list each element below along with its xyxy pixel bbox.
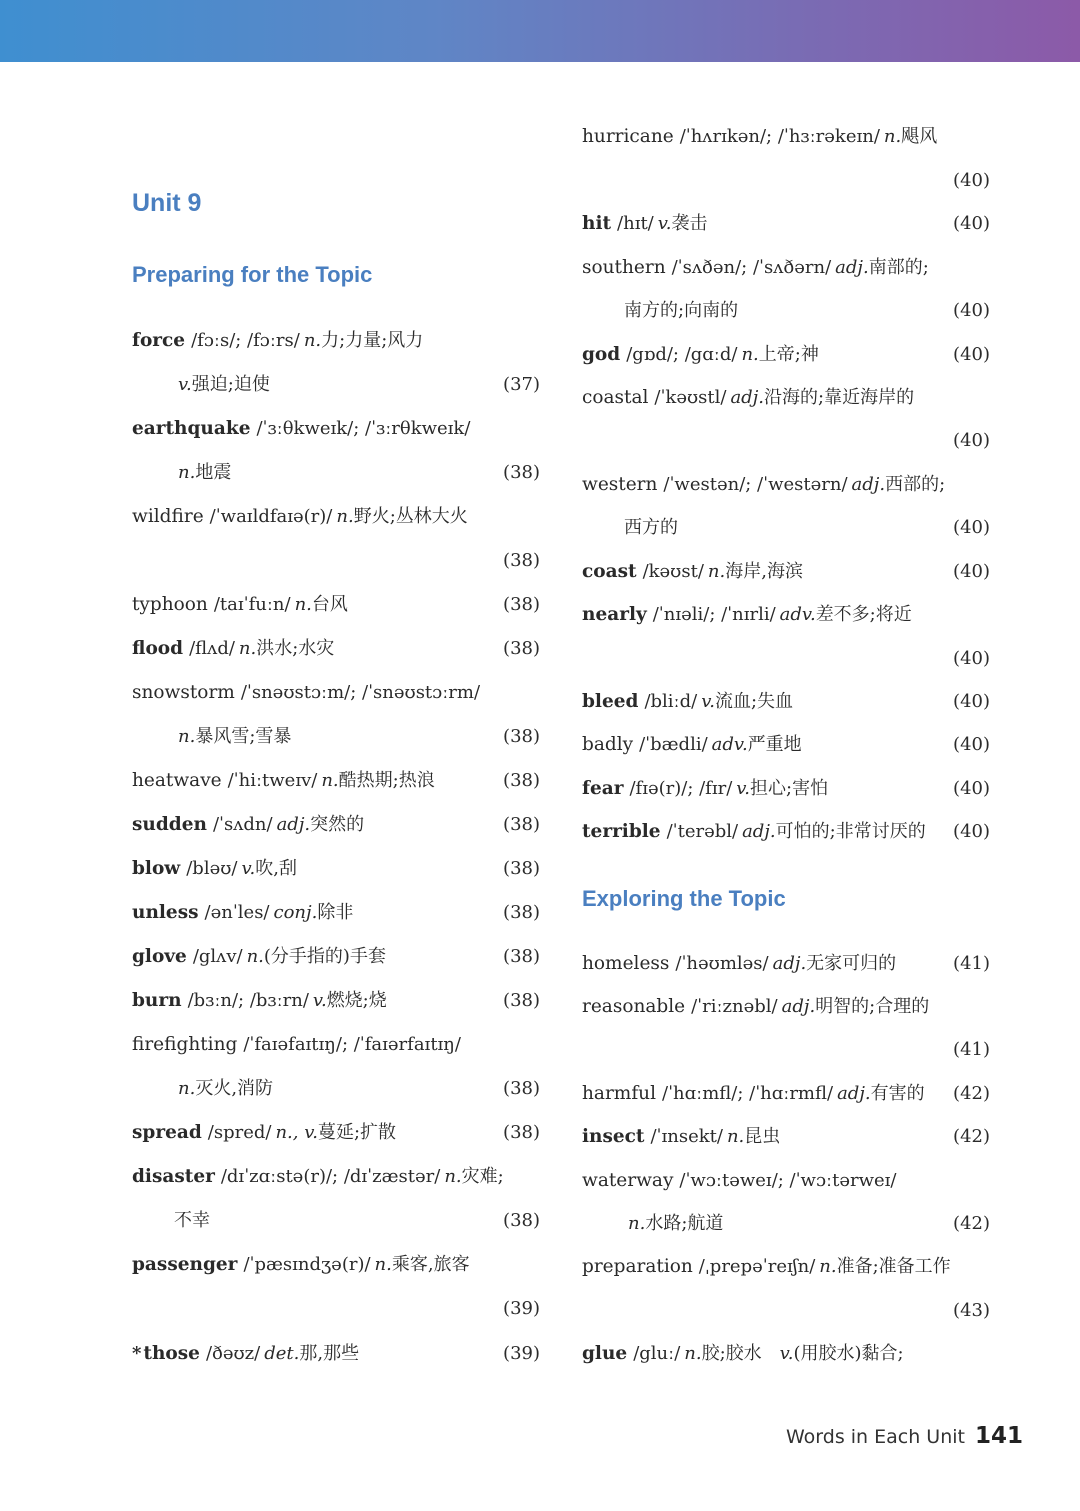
- entry-continuation: [132, 1206, 540, 1236]
- phonetic: /fɔːs/; /fɔːrs/: [191, 330, 300, 351]
- headword: badly: [582, 734, 634, 755]
- part-of-speech: v.: [779, 1343, 794, 1364]
- definition: 严重地: [747, 734, 802, 755]
- page-ref: (40): [953, 734, 990, 755]
- page-ref: (40): [953, 213, 990, 234]
- definition: 灭火,消防: [195, 1078, 274, 1099]
- word-entry: [582, 1122, 990, 1152]
- phonetic: /ˈpæsɪndʒə(r)/: [243, 1254, 371, 1275]
- part-of-speech: n.: [321, 770, 339, 791]
- page-ref: (40): [953, 430, 990, 451]
- definition: 昆虫: [744, 1126, 781, 1147]
- part-of-speech: adj.: [835, 257, 869, 278]
- page-ref: (42): [953, 1213, 990, 1234]
- phonetic: /gɒd/; /gɑːd/: [626, 344, 738, 365]
- word-entry: [132, 766, 540, 796]
- headword: glove: [132, 946, 187, 967]
- definition: 吹,刮: [255, 858, 297, 879]
- part-of-speech: n.: [883, 126, 902, 147]
- part-of-speech: n.: [178, 726, 196, 747]
- definition: 胶;胶水: [701, 1343, 762, 1364]
- page-ref: (38): [503, 1210, 540, 1231]
- headword: reasonable: [582, 996, 686, 1017]
- entry-continuation: [132, 1294, 540, 1324]
- word-entry: [582, 817, 990, 847]
- part-of-speech: n.: [374, 1254, 392, 1275]
- headword: preparation: [582, 1256, 693, 1277]
- word-entry: [132, 414, 540, 444]
- word-entry: [132, 1339, 540, 1369]
- page-ref: (40): [953, 821, 990, 842]
- entry-continuation: [132, 370, 540, 400]
- phonetic: /spred/: [207, 1122, 272, 1143]
- definition: 燃烧;烧: [326, 990, 387, 1011]
- word-entry: [132, 326, 540, 356]
- page-footer: [786, 1423, 1023, 1449]
- word-entry: [582, 340, 990, 370]
- definition: 野火;丛林大火: [353, 506, 468, 527]
- word-entry: [132, 502, 540, 532]
- headword: homeless: [582, 953, 670, 974]
- page-ref: (41): [953, 953, 990, 974]
- definition: 那,那些: [299, 1343, 360, 1364]
- phonetic: /ˌprepəˈreɪʃn/: [698, 1256, 816, 1277]
- asterisk-mark: *: [132, 1343, 142, 1364]
- definition: 地震: [195, 462, 232, 483]
- phonetic: /kəʊst/: [642, 561, 704, 582]
- word-entry: [582, 687, 990, 717]
- part-of-speech: n.: [178, 462, 196, 483]
- headword: burn: [132, 990, 182, 1011]
- phonetic: /dɪˈzɑːstə(r)/; /dɪˈzæstər/: [220, 1166, 441, 1187]
- definition: 灾难;: [461, 1166, 504, 1187]
- page-ref: (42): [953, 1083, 990, 1104]
- footer-label: Words in Each Unit: [786, 1426, 965, 1448]
- page-ref: (38): [503, 946, 540, 967]
- definition: 沿海的;靠近海岸的: [764, 387, 915, 408]
- phonetic: /ˈhiːtweɪv/: [227, 770, 318, 791]
- entry-continuation: [132, 1074, 540, 1104]
- word-entry: [132, 590, 540, 620]
- part-of-speech: n.: [684, 1343, 702, 1364]
- headword: waterway: [582, 1170, 674, 1191]
- part-of-speech: n.: [444, 1166, 462, 1187]
- page-ref: (40): [953, 648, 990, 669]
- headword: sudden: [132, 814, 207, 835]
- part-of-speech: adj.: [276, 814, 311, 835]
- section-title-exploring: Exploring the Topic: [582, 886, 786, 911]
- part-of-speech: adv.: [711, 734, 748, 755]
- phonetic: /ˈterəbl/: [666, 821, 739, 842]
- part-of-speech: n.: [246, 946, 264, 967]
- word-entry: [132, 1162, 540, 1192]
- part-of-speech: n.: [238, 638, 257, 659]
- phonetic: /gluː/: [633, 1343, 681, 1364]
- page-ref: (39): [503, 1298, 540, 1319]
- word-entry: [582, 730, 990, 760]
- definition: 担心;害怕: [750, 778, 829, 799]
- definition: 上帝;神: [758, 344, 819, 365]
- definition: 蔓延;扩散: [317, 1122, 397, 1143]
- word-entry: [132, 898, 540, 928]
- headword: hurricane: [582, 126, 674, 147]
- page-ref: (40): [953, 778, 990, 799]
- definition: 除非: [317, 902, 354, 923]
- definition: 洪水;水灾: [256, 638, 335, 659]
- page-ref: (38): [503, 990, 540, 1011]
- definition: (用胶水)黏合;: [793, 1343, 904, 1364]
- word-entry: [582, 949, 990, 979]
- header-band: [0, 0, 1080, 62]
- entry-continuation: [582, 1035, 990, 1065]
- word-entry: [582, 470, 990, 500]
- phonetic: /ˈsʌðən/; /ˈsʌðərn/: [671, 257, 832, 278]
- part-of-speech: adj.: [730, 387, 764, 408]
- definition: 突然的: [310, 814, 365, 835]
- page-ref: (38): [503, 726, 540, 747]
- part-of-speech: v.: [241, 858, 256, 879]
- part-of-speech: n.: [819, 1256, 837, 1277]
- part-of-speech: adj.: [837, 1083, 871, 1104]
- word-entry: [582, 992, 990, 1022]
- phonetic: /ˈɜːθkweɪk/; /ˈɜːrθkweɪk/: [256, 418, 471, 439]
- phonetic: /ˈhəʊmləs/: [675, 953, 769, 974]
- part-of-speech: n.: [294, 594, 312, 615]
- page-ref: (38): [503, 858, 540, 879]
- page-ref: (41): [953, 1039, 990, 1060]
- phonetic: /ˈwaɪldfaɪə(r)/: [209, 506, 333, 527]
- word-entry: [132, 678, 540, 708]
- word-entry: [132, 854, 540, 884]
- headword: southern: [582, 257, 666, 278]
- page-ref: (40): [953, 691, 990, 712]
- entry-continuation: [132, 546, 540, 576]
- page-ref: (38): [503, 638, 540, 659]
- word-entry: [582, 253, 990, 283]
- definition: 明智的;合理的: [815, 996, 930, 1017]
- phonetic: /ˈsnəʊstɔːm/; /ˈsnəʊstɔːrm/: [240, 682, 481, 703]
- page-ref: (40): [953, 170, 990, 191]
- page-ref: (40): [953, 517, 990, 538]
- phonetic: /ˈwestən/; /ˈwestərn/: [663, 474, 848, 495]
- page-ref: (38): [503, 594, 540, 615]
- definition: 流血;失血: [714, 691, 794, 712]
- headword: bleed: [582, 691, 639, 712]
- page-ref: (38): [503, 462, 540, 483]
- headword: wildfire: [132, 506, 204, 527]
- headword: harmful: [582, 1083, 657, 1104]
- phonetic: /ˈbædli/: [639, 734, 708, 755]
- part-of-speech: n.: [178, 1078, 196, 1099]
- part-of-speech: v.: [736, 778, 751, 799]
- section-title-preparing: Preparing for the Topic: [132, 262, 373, 287]
- word-entry: [582, 557, 990, 587]
- part-of-speech: adv.: [779, 604, 816, 625]
- entry-continuation: [582, 296, 990, 326]
- page-ref: (38): [503, 1078, 540, 1099]
- entry-continuation: [132, 458, 540, 488]
- part-of-speech: adj.: [742, 821, 776, 842]
- definition: 水路;航道: [645, 1213, 724, 1234]
- definition: 西部的;: [885, 474, 946, 495]
- definition: 力;力量;风力: [321, 330, 424, 351]
- phonetic: /ˈnɪəli/; /ˈnɪrli/: [652, 604, 776, 625]
- unit-title: Unit 9: [132, 189, 202, 217]
- definition: 袭击: [671, 213, 708, 234]
- word-entry: [132, 986, 540, 1016]
- entry-continuation: [582, 513, 990, 543]
- phonetic: /bləʊ/: [186, 858, 238, 879]
- word-entry: [132, 634, 540, 664]
- part-of-speech: n.: [726, 1126, 745, 1147]
- part-of-speech: v.: [312, 990, 327, 1011]
- headword: snowstorm: [132, 682, 235, 703]
- definition: 有害的: [870, 1083, 925, 1104]
- headword: coastal: [582, 387, 649, 408]
- part-of-speech: v.: [657, 213, 672, 234]
- phonetic: /bɜːn/; /bɜːrn/: [187, 990, 309, 1011]
- part-of-speech: n.: [707, 561, 726, 582]
- word-entry: [132, 1118, 540, 1148]
- page-ref: (38): [503, 770, 540, 791]
- part-of-speech: det.: [264, 1343, 300, 1364]
- definition: 差不多;将近: [815, 604, 912, 625]
- part-of-speech: adj.: [851, 474, 886, 495]
- word-entry: [132, 1030, 540, 1060]
- page-ref: (38): [503, 902, 540, 923]
- headword: disaster: [132, 1166, 215, 1187]
- page-ref: (40): [953, 300, 990, 321]
- phonetic: /ˈsʌdn/: [212, 814, 273, 835]
- page-ref: (40): [953, 344, 990, 365]
- headword: force: [132, 330, 186, 351]
- phonetic: /ðəʊz/: [205, 1343, 261, 1364]
- word-entry: [132, 942, 540, 972]
- definition: 暴风雪;雪暴: [195, 726, 292, 747]
- headword: firefighting: [132, 1034, 238, 1055]
- page-ref: (38): [503, 1122, 540, 1143]
- headword: blow: [132, 858, 181, 879]
- part-of-speech: n.: [303, 330, 322, 351]
- definition: 台风: [311, 594, 348, 615]
- word-entry: [582, 1079, 990, 1109]
- phonetic: /hɪt/: [617, 213, 654, 234]
- definition: 可怕的;非常讨厌的: [775, 821, 926, 842]
- headword: passenger: [132, 1254, 238, 1275]
- page-ref: (43): [953, 1300, 990, 1321]
- word-entry: [582, 1339, 990, 1369]
- headword: spread: [132, 1122, 202, 1143]
- part-of-speech: n., v.: [275, 1122, 318, 1143]
- page-ref: (42): [953, 1126, 990, 1147]
- part-of-speech: conj.: [273, 902, 318, 923]
- phonetic: /ˈhʌrɪkən/; /ˈhɜːrəkeɪn/: [679, 126, 880, 147]
- headword: fear: [582, 778, 624, 799]
- phonetic: /ənˈles/: [204, 902, 270, 923]
- definition: 南方的;向南的: [624, 300, 739, 321]
- word-entry: [582, 209, 990, 239]
- phonetic: /ˈkəʊstl/: [654, 387, 727, 408]
- headword: flood: [132, 638, 184, 659]
- entry-continuation: [582, 426, 990, 456]
- phonetic: /ˈwɔːtəweɪ/; /ˈwɔːtərweɪ/: [679, 1170, 897, 1191]
- phonetic: /ˈhɑːmfl/; /ˈhɑːrmfl/: [662, 1083, 834, 1104]
- page-ref: (40): [953, 561, 990, 582]
- entry-continuation: [582, 1209, 990, 1239]
- part-of-speech: n.: [628, 1213, 646, 1234]
- headword: god: [582, 344, 621, 365]
- headword: earthquake: [132, 418, 251, 439]
- page-ref: (37): [503, 374, 540, 395]
- headword: typhoon: [132, 594, 208, 615]
- headword: glue: [582, 1343, 628, 1364]
- word-entry: [582, 1166, 990, 1196]
- phonetic: /taɪˈfuːn/: [213, 594, 291, 615]
- definition: 西方的: [624, 517, 678, 538]
- part-of-speech: n.: [741, 344, 759, 365]
- headword: unless: [132, 902, 199, 923]
- entry-continuation: [582, 166, 990, 196]
- page-ref: (38): [503, 814, 540, 835]
- headword: western: [582, 474, 658, 495]
- headword: heatwave: [132, 770, 222, 791]
- definition: 酷热期;热浪: [338, 770, 435, 791]
- phonetic: /ˈfaɪəfaɪtɪŋ/; /ˈfaɪərfaɪtɪŋ/: [243, 1034, 461, 1055]
- headword: coast: [582, 561, 637, 582]
- word-entry: [132, 1250, 540, 1280]
- entry-continuation: [582, 1296, 990, 1326]
- page-ref: (38): [503, 550, 540, 571]
- entry-continuation: [582, 644, 990, 674]
- phonetic: /fɪə(r)/; /fɪr/: [629, 778, 733, 799]
- headword: nearly: [582, 604, 647, 625]
- part-of-speech: adj.: [781, 996, 816, 1017]
- phonetic: /ˈɪnsekt/: [650, 1126, 723, 1147]
- part-of-speech: v.: [701, 691, 715, 712]
- page-number: 141: [975, 1423, 1024, 1449]
- word-entry: [132, 810, 540, 840]
- word-entry: [582, 600, 990, 630]
- word-entry: [582, 383, 990, 413]
- page-ref: (39): [503, 1343, 540, 1364]
- part-of-speech: adj.: [772, 953, 807, 974]
- entry-continuation: [132, 722, 540, 752]
- phonetic: /glʌv/: [192, 946, 243, 967]
- headword: hit: [582, 213, 612, 234]
- definition: 海岸,海滨: [725, 561, 803, 582]
- word-entry: [582, 774, 990, 804]
- phonetic: /ˈriːznəbl/: [691, 996, 778, 1017]
- definition: (分手指的)手套: [263, 946, 386, 967]
- headword: insect: [582, 1126, 645, 1147]
- definition: 南部的;: [868, 257, 929, 278]
- phonetic: /bliːd/: [644, 691, 698, 712]
- definition: 不幸: [174, 1210, 210, 1231]
- part-of-speech: n.: [336, 506, 354, 527]
- headword: terrible: [582, 821, 661, 842]
- definition: 准备;准备工作: [836, 1256, 951, 1277]
- definition: 乘客,旅客: [391, 1254, 470, 1275]
- word-entry: [582, 1252, 990, 1282]
- phonetic: /flʌd/: [189, 638, 235, 659]
- word-entry: [582, 122, 990, 152]
- headword: those: [143, 1343, 200, 1364]
- part-of-speech: v.: [178, 374, 192, 395]
- definition: 强迫;迫使: [191, 374, 270, 395]
- definition: 无家可归的: [806, 953, 897, 974]
- definition: 飓风: [901, 126, 938, 147]
